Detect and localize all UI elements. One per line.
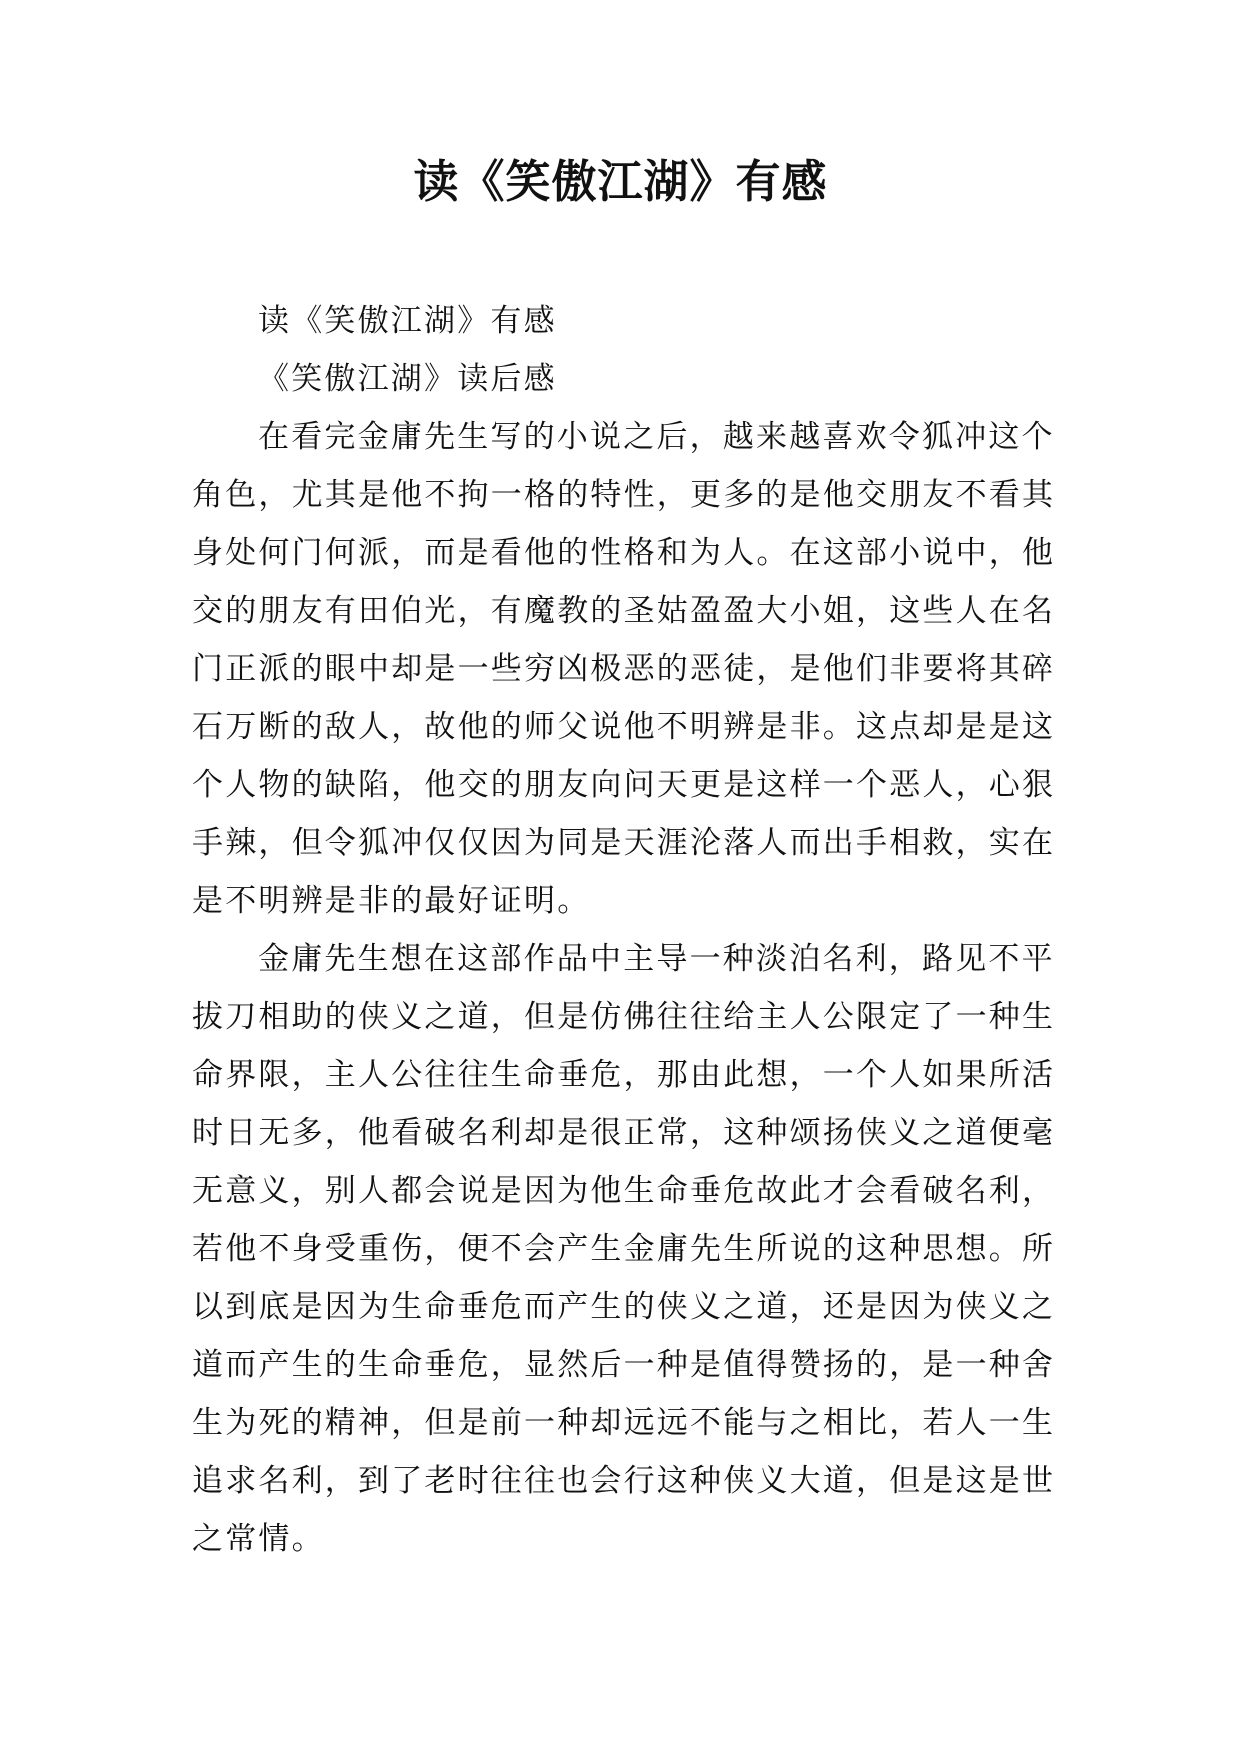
paragraph-line: 交的朋友有田伯光，有魔教的圣姑盈盈大小姐，这些人在名: [192, 593, 1056, 629]
paragraph-line: 门正派的眼中却是一些穷凶极恶的恶徒，是他们非要将其碎: [192, 651, 1056, 687]
paragraph-line: 身处何门何派，而是看他的性格和为人。在这部小说中，他: [192, 535, 1056, 571]
paragraph-line: 拔刀相助的侠义之道，但是仿佛往往给主人公限定了一种生: [192, 999, 1056, 1035]
paragraph-line: 以到底是因为生命垂危而产生的侠义之道，还是因为侠义之: [192, 1289, 1056, 1325]
paragraph-line: 生为死的精神，但是前一种却远远不能与之相比，若人一生: [192, 1405, 1056, 1441]
paragraph-line: 在看完金庸先生写的小说之后，越来越喜欢令狐冲这个: [258, 419, 1055, 455]
paragraph-line: 手辣，但令狐冲仅仅因为同是天涯沦落人而出手相救，实在: [192, 825, 1056, 861]
paragraph-line: 追求名利，到了老时往往也会行这种侠义大道，但是这是世: [192, 1463, 1056, 1499]
paragraph-line: 个人物的缺陷，他交的朋友向问天更是这样一个恶人，心狠: [192, 767, 1056, 803]
paragraph-line: 命界限，主人公往往生命垂危，那由此想，一个人如果所活: [192, 1057, 1056, 1093]
paragraph-line: 角色，尤其是他不拘一格的特性，更多的是他交朋友不看其: [192, 477, 1056, 513]
paragraph-line: 时日无多，他看破名利却是很正常，这种颂扬侠义之道便毫: [192, 1115, 1056, 1151]
paragraph-line: 道而产生的生命垂危，显然后一种是值得赞扬的，是一种舍: [192, 1347, 1056, 1383]
paragraph-line: 之常情。: [192, 1521, 325, 1557]
paragraph-line: 金庸先生想在这部作品中主导一种淡泊名利，路见不平: [258, 941, 1055, 977]
subtitle-line: 读《笑傲江湖》有感: [258, 303, 557, 339]
paragraph-line: 是不明辨是非的最好证明。: [192, 883, 591, 919]
paragraph-line: 石万断的敌人，故他的师父说他不明辨是非。这点却是是这: [192, 709, 1056, 745]
document-body: [192, 292, 1055, 1568]
document-title: 读《笑傲江湖》有感: [413, 155, 828, 208]
paragraph-line: 若他不身受重伤，便不会产生金庸先生所说的这种思想。所: [192, 1231, 1056, 1267]
subtitle-line: 《笑傲江湖》读后感: [258, 361, 557, 397]
paragraph-line: 无意义，别人都会说是因为他生命垂危故此才会看破名利，: [192, 1173, 1056, 1209]
